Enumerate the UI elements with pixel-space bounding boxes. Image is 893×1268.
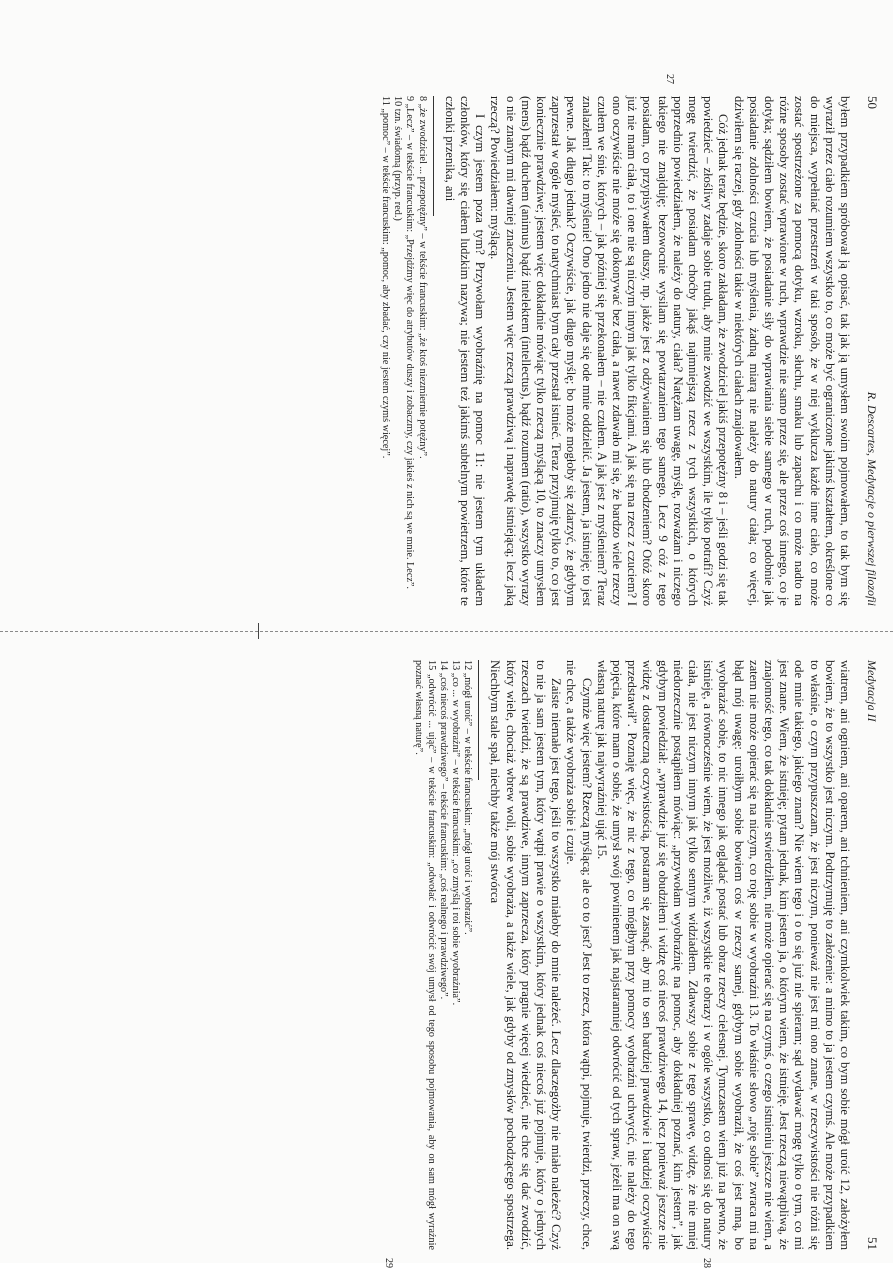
page-number: 51	[865, 1237, 880, 1250]
fold-mark	[258, 623, 259, 639]
right-page	[35, 660, 880, 1268]
paragraph: byłem przypadkiem spróbował ją opisać, tak jak ją umysłem swoim pojmowałem, to tak bym się wyraził przez ciało rozumiem wszystko to, co może być ograniczone jakimś kształtem, określone co do miejsca, wypełniać przestrzeń w taki sposób, że w niej wyklucza każde inne ciało, co może zostać spostrzeżone za pomocą dotyku, wzroku, słuchu, smaku lub zapachu i co może nadto na różne sposoby zostać wprawione w ruch, wprawdzie nie samo przez się, ale przez coś innego, co je dotyka; sądziłem bowiem, że posiadanie siły do wprawiania siebie samego w ruch, podobnie jak posiadanie zdolności czucia lub myślenia, żadną miarą nie należy do natury ciała; co więcej, dziwiłem się raczej, gdy zdolności takie w niektórych ciałach znajdowałem.	[731, 96, 852, 606]
paragraph: Czymże więc jestem? Rzeczą myślącą; ale co to jest? Jest to rzecz, która wątpi, pojmuje, twierdzi, przeczy, chce, nie chce, a także wyobraża sobie i czuje.	[564, 660, 594, 1250]
footnote: 8 „że zwodziciel ... przepotężny” – w tekście francuskim: „że ktoś niezmiernie potężny”.	[416, 96, 428, 459]
footnote-divider	[433, 96, 434, 216]
footnote: 13 „co ... w wyobraźni” – w tekście francuskim: „co zmyślą i roi sobie wyobraźnia”.	[449, 660, 461, 1006]
running-title: Medytacja II	[865, 660, 879, 722]
page-fold	[0, 625, 893, 637]
running-title: R. Descartes, Medytacje o pierwszej filozofii	[865, 391, 879, 606]
footnote: 11 „pomoc” – w tekście francuskim: „pomoc, aby zbadać, czy nie jestem czymś więcej”.	[379, 96, 391, 459]
margin-page-ref: 28	[701, 1258, 712, 1268]
paragraph: Cóż jednak teraz będzie, skoro zakładam, że zwodziciel jakiś przepotężny 8 i – jeśli godzi się tak powiedzieć – złośliwy zadaje sobie trudu, aby mnie zwodzić we wszystkim, ile tylko potrafi? Czyż mogę twierdzić, że posiadam choćby jakąś najmniejszą rzecz z tych wszystkich, o których poprzednio powiedziałem, że należy do natury, ciała? Natężam uwagę, myślę, rozważam i niczego takiego nie znajduję; bezowocnie wysilam się powtarzaniem tego samego. Lecz 9 cóż z tego posiadam, co przypisywałem duszy, np. jakże jest z odżywianiem się lub chodzeniem? Otóż skoro już nie mam ciała, to i one nie są niczym innym jak tylko fikcjami. A jak się ma rzecz z czuciem? I ono oczywiście nie może się dokonywać bez ciała, a nawet zdawało mi się, że bardzo wiele rzeczy czułem we śnie, których – jak później się przekonałem – nie czułem. A jak jest z myśleniem? Teraz znalazłem! Tak: to myślenie! Ono jedno nie daje się ode mnie oddzielić. Ja jestem, ja istnieję; to jest pewne. Jak długo jednak? Oczywiście, jak długo myślę; bo może mogłoby się zdarzyć, że gdybym zaprzestał w ogóle myśleć, to natychmiast bym cały przestał istnieć. Teraz przyjmuję tylko to, co jest koniecznie prawdziwe; jestem więc dokładnie mówiąc tylko rzeczą myślącą 10, to znaczy umysłem (mens) bądź duchem (animus) bądź intelektem (intellectus), bądź rozumem (ratio), wszystko wyrazy o nie znanym mi dawniej znaczeniu. Jestem więc rzeczą prawdziwą i naprawdę istniejącą; lecz jaką rzeczą? Powiedziałem: myślącą.	[488, 96, 731, 606]
footnote: 12 „mógł uroić” – w tekście francuskim: „mógł uroić i wyobrazić”.	[462, 660, 474, 935]
footnote: 15 „odwrócić ... ująć” – w tekście francuskim: „odwołać i odwrócić swój umysł od tego sposobu pojmowania, aby on sam mógł wyraźnie poznać własną naturę”.	[413, 660, 437, 1250]
margin-page-ref: 29	[383, 1258, 394, 1268]
paragraph: wiatrem, ani ogniem, ani oparem, ani tchnieniem, ani czymkolwiek takim, co bym sobie mógł uroić 12, założyłem bowiem, że to wszystko jest niczym. Podtrzymuję to założenie: a mimo to ja jestem czymś. Ale może przypadkiem to właśnie, o czym przypuszczam, że jest niczym, ponieważ nie jest mi ono znane, w rzeczywistości nie różni się ode mnie takiego, jakiego znam? Nie wiem tego i o to się już nie spieram; sąd wydawać mogę tylko o tym, co mi jest znane. Wiem, że istnieję; pytam jednak, kim jestem ja, o którym wiem, że istnieję. Jest rzeczą niewątpliwą, że znajomość tego, co tak dokładnie stwierdziłem, nie może opierać się na czymś, o czego istnieniu jeszcze nie wiem, a zatem nie może opierać się na niczym, co roję sobie w wyobraźni 13. To właśnie słowo „roję sobie” zwraca mi na błąd mój uwagę: uroiłbym sobie bowiem coś w rzeczy samej, gdybym sobie wyobraził, że coś jest mną, bo wyobrażać sobie, to nic innego jak oglądać postać lub obraz rzeczy cielesnej. Tymczasem wiem już na pewno, że istnieję, a równocześnie wiem, że jest możliwe, iż wszystkie te obrazy i w ogóle wszystko, co odnosi się do natury ciała, nie jest niczym innym jak tylko sennym widziadłem. Zdawszy sobie z tego sprawę, widzę, że nie mniej niedorzecznie postąpiłem mówiąc: „przywołam wyobraźnię na pomoc, aby dokładniej poznać, kim jestem”, jak gdybym powiedział: „wprawdzie już się obudziłem i widzę coś niecoś prawdziwego 14, lecz ponieważ jeszcze nie widzę z dostateczną oczywistością, postaram się zasnąć, aby mi to sen bardziej prawdziwie i bardziej oczywiście przedstawił”. Poznaję więc, że nic z tego, co mógłbym przy pomocy wyobraźni uchwycić, nie należy do tego pojęcia, które mam o sobie, że umysł swój powinienem jak najstaranniej odwrócić od tych spraw, jeżeli ma on swą własną naturę jak najwyraźniej ująć 15.	[594, 660, 852, 1250]
fold-line	[0, 631, 893, 632]
footnote: 14 „coś niecoś prawdziwego” – tekście francuskim: „coś realnego i prawdziwego”.	[437, 660, 449, 1000]
footnote: 10 tzn. świadomą (przyp. red.)	[392, 96, 404, 221]
paragraph: Zaiste niemało jest tego, jeśli to wszystko miałoby do mnie należeć. Lecz dlaczegożby nie miało należeć? Czyż to nie ja sam jestem tym, który wątpi prawie o wszystkim, który jednak coś niecoś już pojmuje, który o jednych rzeczach twierdzi, że są prawdziwe, innym zaprzecza, który pragnie więcej wiedzieć, nie chce się dać zwodzić, który wiele, chociaż wbrew woli, sobie wyobraża, a także wiele, jak gdyby od zmysłów pochodzącego spostrzega. Niechbym stale spał, niechby także mój stwórca	[488, 660, 564, 1250]
footnote-divider	[478, 660, 479, 780]
page-number: 50	[865, 96, 880, 109]
running-head	[858, 660, 880, 1250]
running-head	[858, 96, 880, 606]
left-page	[35, 74, 880, 606]
margin-page-ref: 27	[664, 74, 675, 84]
footnote: 9 „Lecz” – w tekście francuskim: „Przejdźmy więc do atrybutów duszy i zobaczmy, czy jakieś z nich są we mnie. Lecz”.	[404, 96, 416, 589]
paragraph: I czym jestem poza tym? Przywołam wyobraźnię na pomoc 11: nie jestem tym układem członków, który się ciałem ludzkim nazywa; nie jestem też jakimś subtelnym powietrzem, które te członki przenika, ani	[442, 96, 488, 606]
